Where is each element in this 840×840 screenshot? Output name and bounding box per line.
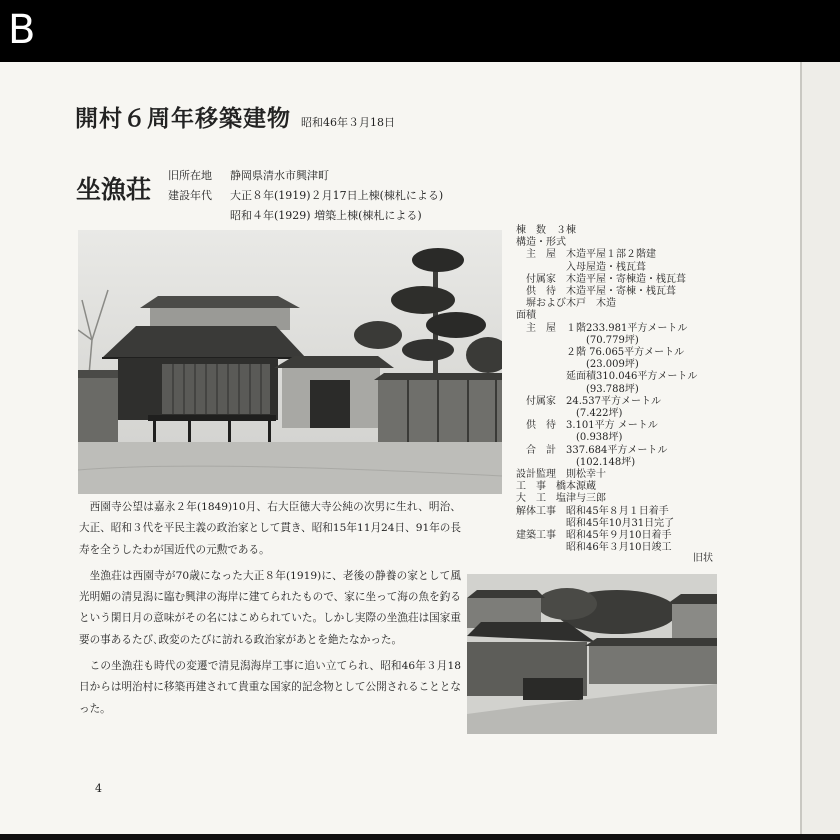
- meta-value: 昭和４年(1929) 増築上棟(棟札による): [230, 209, 422, 222]
- heading-title: 開村６周年移築建物: [75, 105, 291, 132]
- section-badge: B: [8, 7, 36, 53]
- facing-page-edge: [800, 62, 840, 840]
- meta-label: 建設年代: [168, 189, 212, 202]
- paragraph: 坐漁荘は西園寺が70歳になった大正８年(1919)に、老後の静養の家として風光明媚の清見潟に臨む興津の海岸に建てられたもので、家に坐って海の魚を釣るという閑日月の意味がその名にはこめられていた。しかし実際の坐漁荘は国家重要の事あるたび､政変のたびに訪れる政治家があとを絶たなかった。: [79, 569, 461, 646]
- spec-line: 塀および木戸 木造: [516, 298, 616, 310]
- spec-line: 供 待 3.101平方 メートル: [516, 420, 658, 432]
- body-text: [79, 497, 461, 725]
- spec-line: (23.009坪): [516, 359, 639, 371]
- meta-row: [168, 206, 443, 226]
- spec-line: 延面積310.046平方メートル: [516, 371, 698, 383]
- heading-date: 昭和46年３月18日: [301, 116, 395, 129]
- building-name: 坐漁荘: [76, 175, 152, 204]
- spec-line: (0.938坪): [516, 432, 623, 444]
- paragraph: 西園寺公望は嘉永２年(1849)10月、右大臣徳大寺公純の次男に生れ、明治、大正、昭和３代を平民主義の政治家として貫き、昭和15年11月24日、91年の長寿を全うしたわが国近代の元勲である。: [79, 501, 461, 556]
- former-state-photo: [467, 574, 717, 734]
- spec-line: 付属家 木造平屋・寄棟造・桟瓦葺: [516, 273, 686, 285]
- page-heading: [75, 100, 395, 133]
- spec-line: 工 事 橋本源蔵: [516, 481, 596, 493]
- meta-row: [168, 166, 443, 186]
- meta-value: 大正８年(1919)２月17日上棟(棟札による): [230, 189, 444, 202]
- spec-line: (7.422坪): [516, 408, 623, 420]
- spec-line: 面積: [516, 310, 536, 322]
- spec-line: 解体工事 昭和45年８月１日着手: [516, 505, 669, 517]
- meta-label: 旧所在地: [168, 169, 212, 182]
- spec-line: 主 屋 １階233.981平方メートル: [516, 322, 688, 334]
- villa-photo: [78, 230, 502, 494]
- building-specs: [516, 225, 697, 554]
- photo-caption: 旧状: [693, 553, 713, 564]
- spec-line: 構造・形式: [516, 237, 566, 249]
- paragraph: この坐漁荘も時代の変遷で清見潟海岸工事に追い立てられ、昭和46年３月18日からは明治村に移築再建されて貴重な国家的記念物として公開されることとなった。: [79, 660, 461, 715]
- meta-value: 静岡県清水市興津町: [230, 169, 329, 182]
- top-bar: [0, 0, 840, 62]
- page-number: 4: [95, 782, 102, 795]
- spec-line: 設計監理 則松幸十: [516, 469, 606, 481]
- spec-line: (70.779坪): [516, 334, 639, 346]
- spec-line: 棟 数 ３棟: [516, 225, 576, 236]
- spec-line: 大 工 塩津与三郎: [516, 493, 606, 505]
- meta-label: [168, 206, 220, 226]
- bottom-border: [0, 834, 840, 840]
- spec-line: 昭和46年３月10日竣工: [516, 542, 672, 554]
- spec-line: 合 計 337.684平方メートル: [516, 444, 668, 456]
- spec-line: 主 屋 木造平屋１部２階建: [516, 249, 656, 261]
- meta-row: [168, 186, 443, 206]
- spec-line: (102.148坪): [516, 456, 636, 468]
- spec-line: (93.788坪): [516, 383, 639, 395]
- spec-line: 昭和45年10月31日完了: [516, 517, 675, 529]
- spec-line: 建築工事 昭和45年９月10日着手: [516, 530, 672, 542]
- spec-line: 付属家 24.537平方メートル: [516, 395, 661, 407]
- spec-line: ２階 76.065平方メートル: [516, 347, 685, 359]
- building-meta: [168, 166, 443, 226]
- spec-line: 供 待 木造平屋・寄棟・桟瓦葺: [516, 286, 676, 298]
- spec-line: 入母屋造・桟瓦葺: [516, 261, 646, 273]
